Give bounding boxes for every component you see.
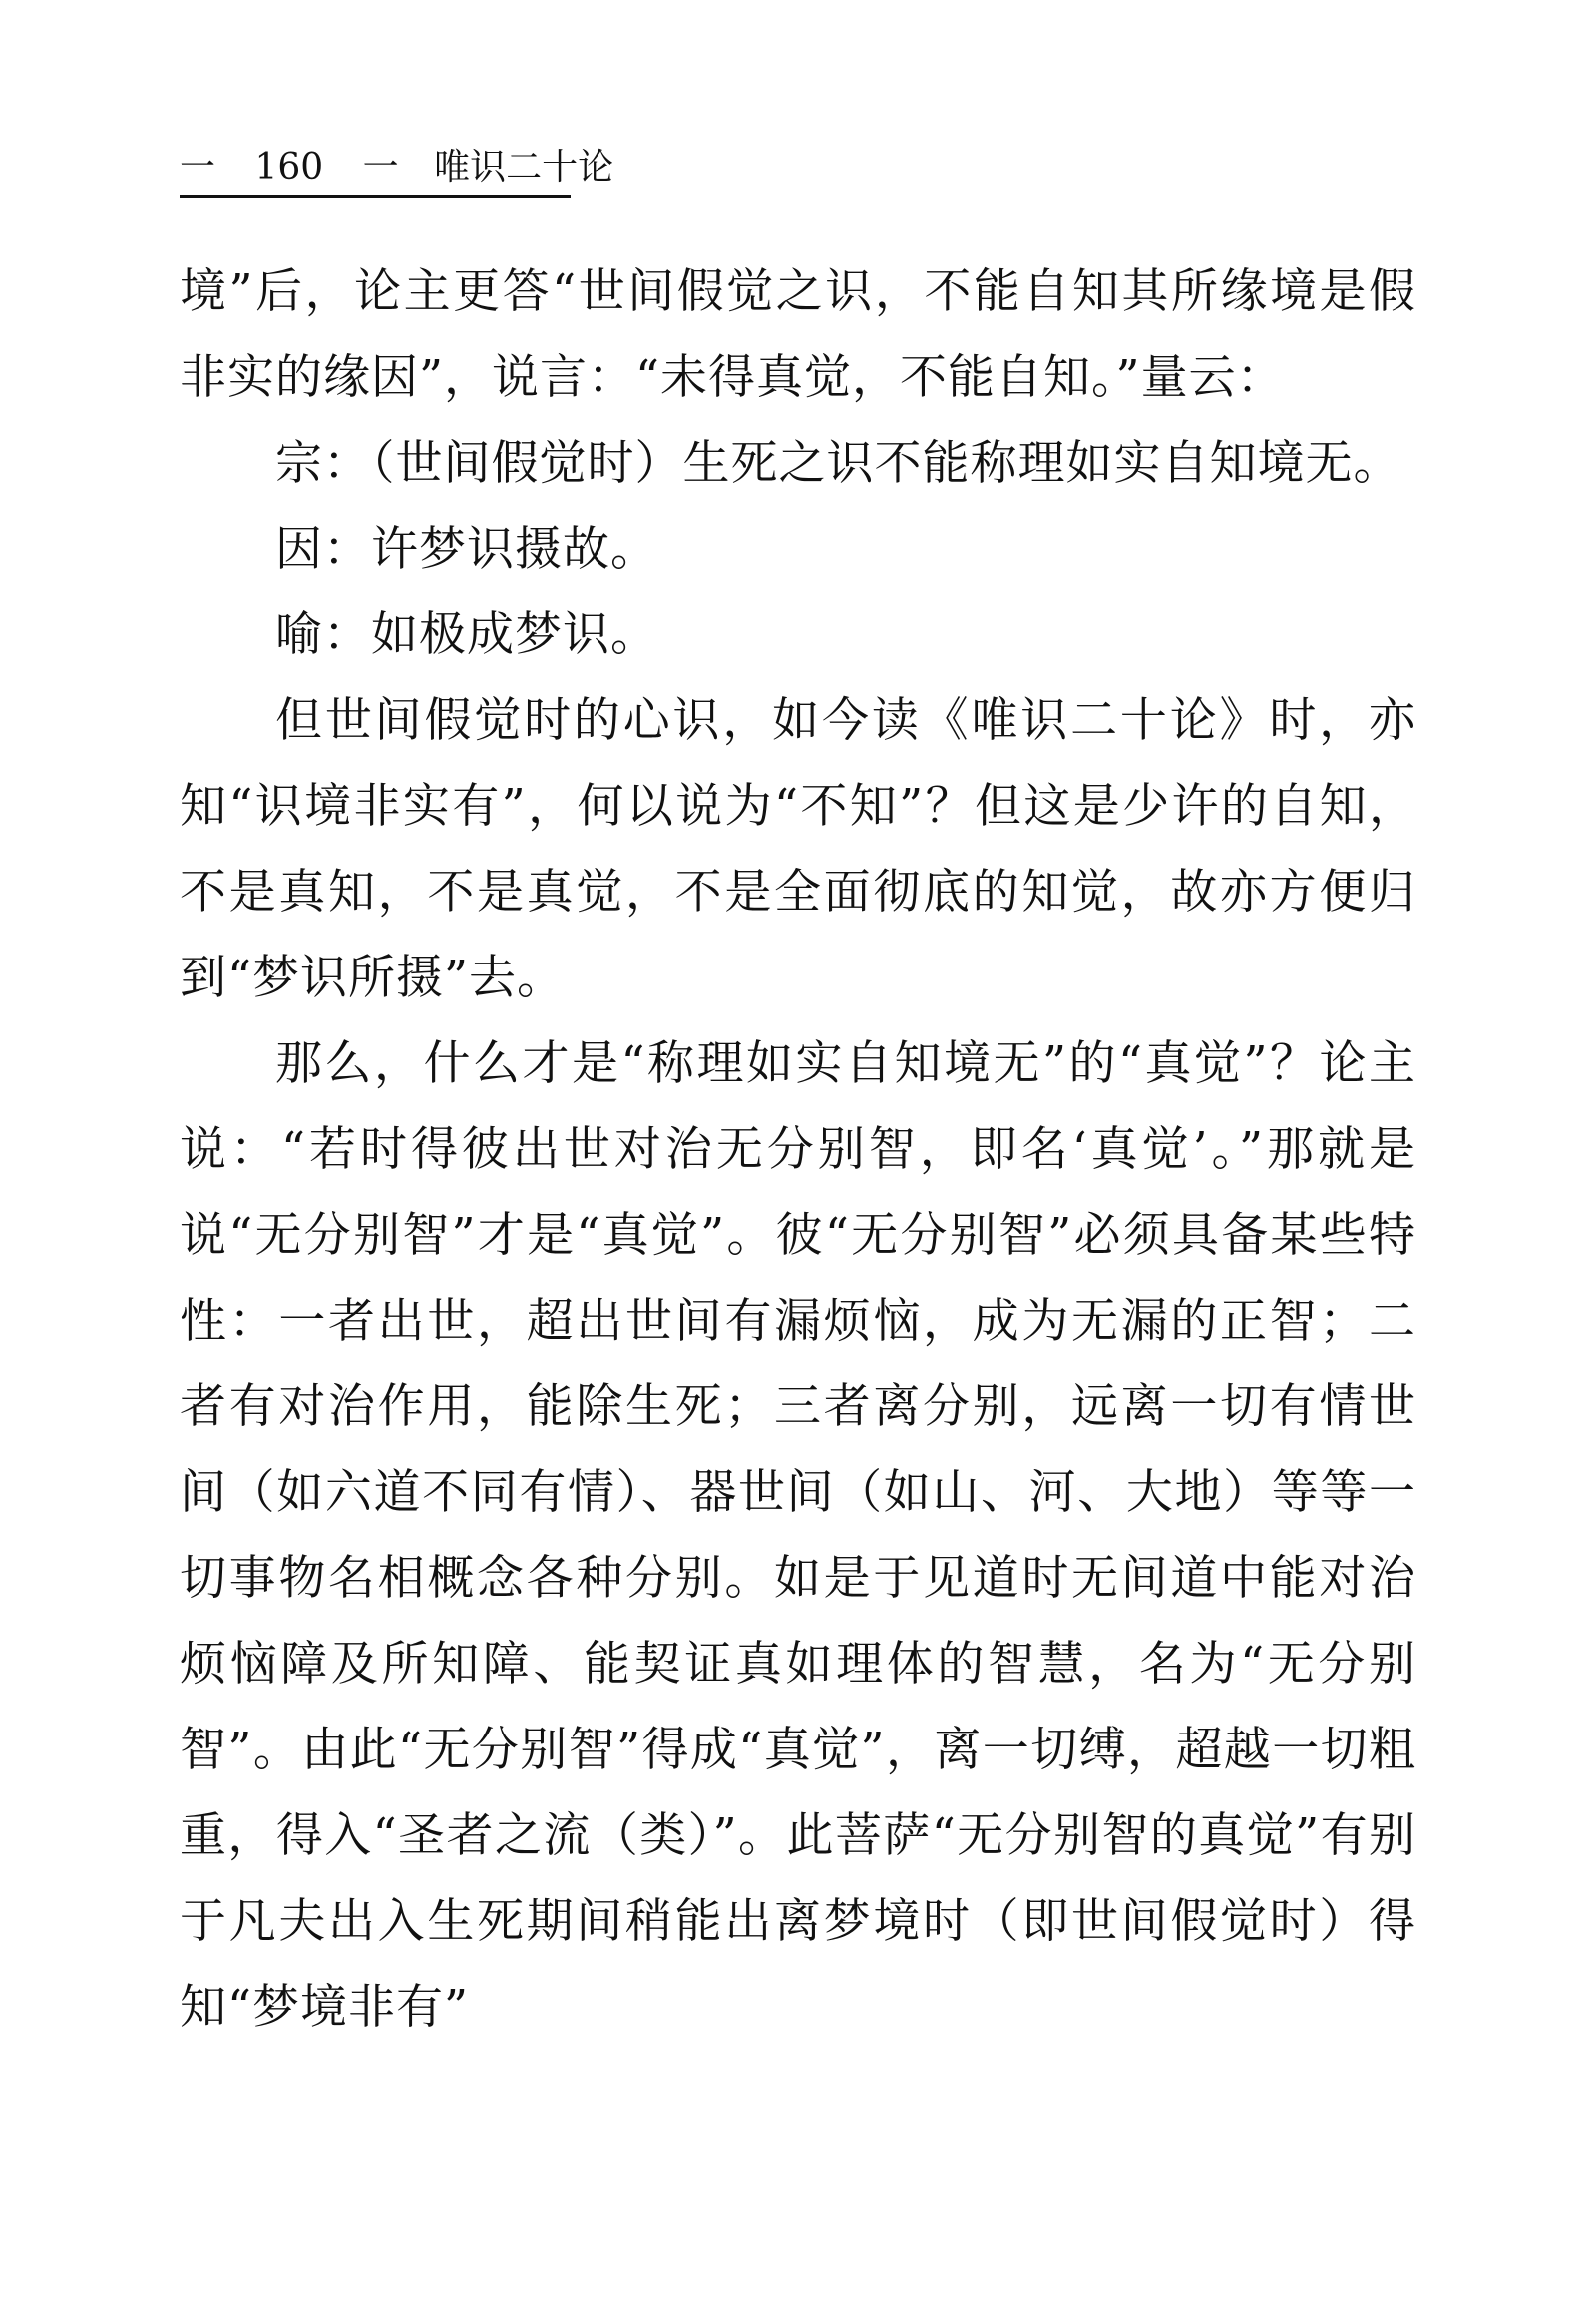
paragraph-discussion: 但世间假觉时的心识，如今读《唯识二十论》时，亦知“识境非实有”，何以说为“不知”？但这是少许的自知，不是真知，不是真觉，不是全面彻底的知觉，故亦方便归到“梦识所摄”去。 (180, 693, 1416, 1005)
header-rule (180, 195, 571, 198)
paragraph-continuation: 境”后，论主更答“世间假觉之识，不能自知其所缘境是假非实的缘因”，说言：“未得真觉，不能自知。”量云： (180, 264, 1416, 405)
book-title: 唯识二十论 (434, 147, 614, 188)
paragraph-thesis: 宗：（世间假觉时）生死之识不能称理如实自知境无。 (275, 436, 1401, 491)
header-dash-right: 一 (362, 147, 399, 188)
header-dash-left: 一 (180, 147, 216, 188)
paragraph-true-awakening: 那么，什么才是“称理如实自知境无”的“真觉”？论主说：“若时得彼出世对治无分别智，即名‘真觉’。”那就是说“无分别智”才是“真觉”。彼“无分别智”必须具备某些特性：一者出世，超出世间有漏烦恼，成为无漏的正智；二者有对治作用，能除生死；三者离分别，远离一切有情世间（如六道不同有情）、器世间（如山、河、大地）等等一切事物名相概念各种分别。如是于见道时无间道中能对治烦恼障及所知障、能契证真如理体的智慧，名为“无分别智”。由此“无分别智”得成“真觉”，离一切缚，超越一切粗重，得入“圣者之流（类）”。此菩萨“无分别智的真觉”有别于凡夫出入生死期间稍能出离梦境时（即世间假觉时）得知“梦境非有” (180, 1036, 1416, 2035)
paragraph-reason: 因：许梦识摄故。 (275, 522, 658, 577)
page-number: 160 (254, 147, 324, 188)
page-body (180, 249, 1416, 2051)
paragraph-example: 喻：如极成梦识。 (275, 607, 658, 662)
page-header (180, 143, 1406, 193)
